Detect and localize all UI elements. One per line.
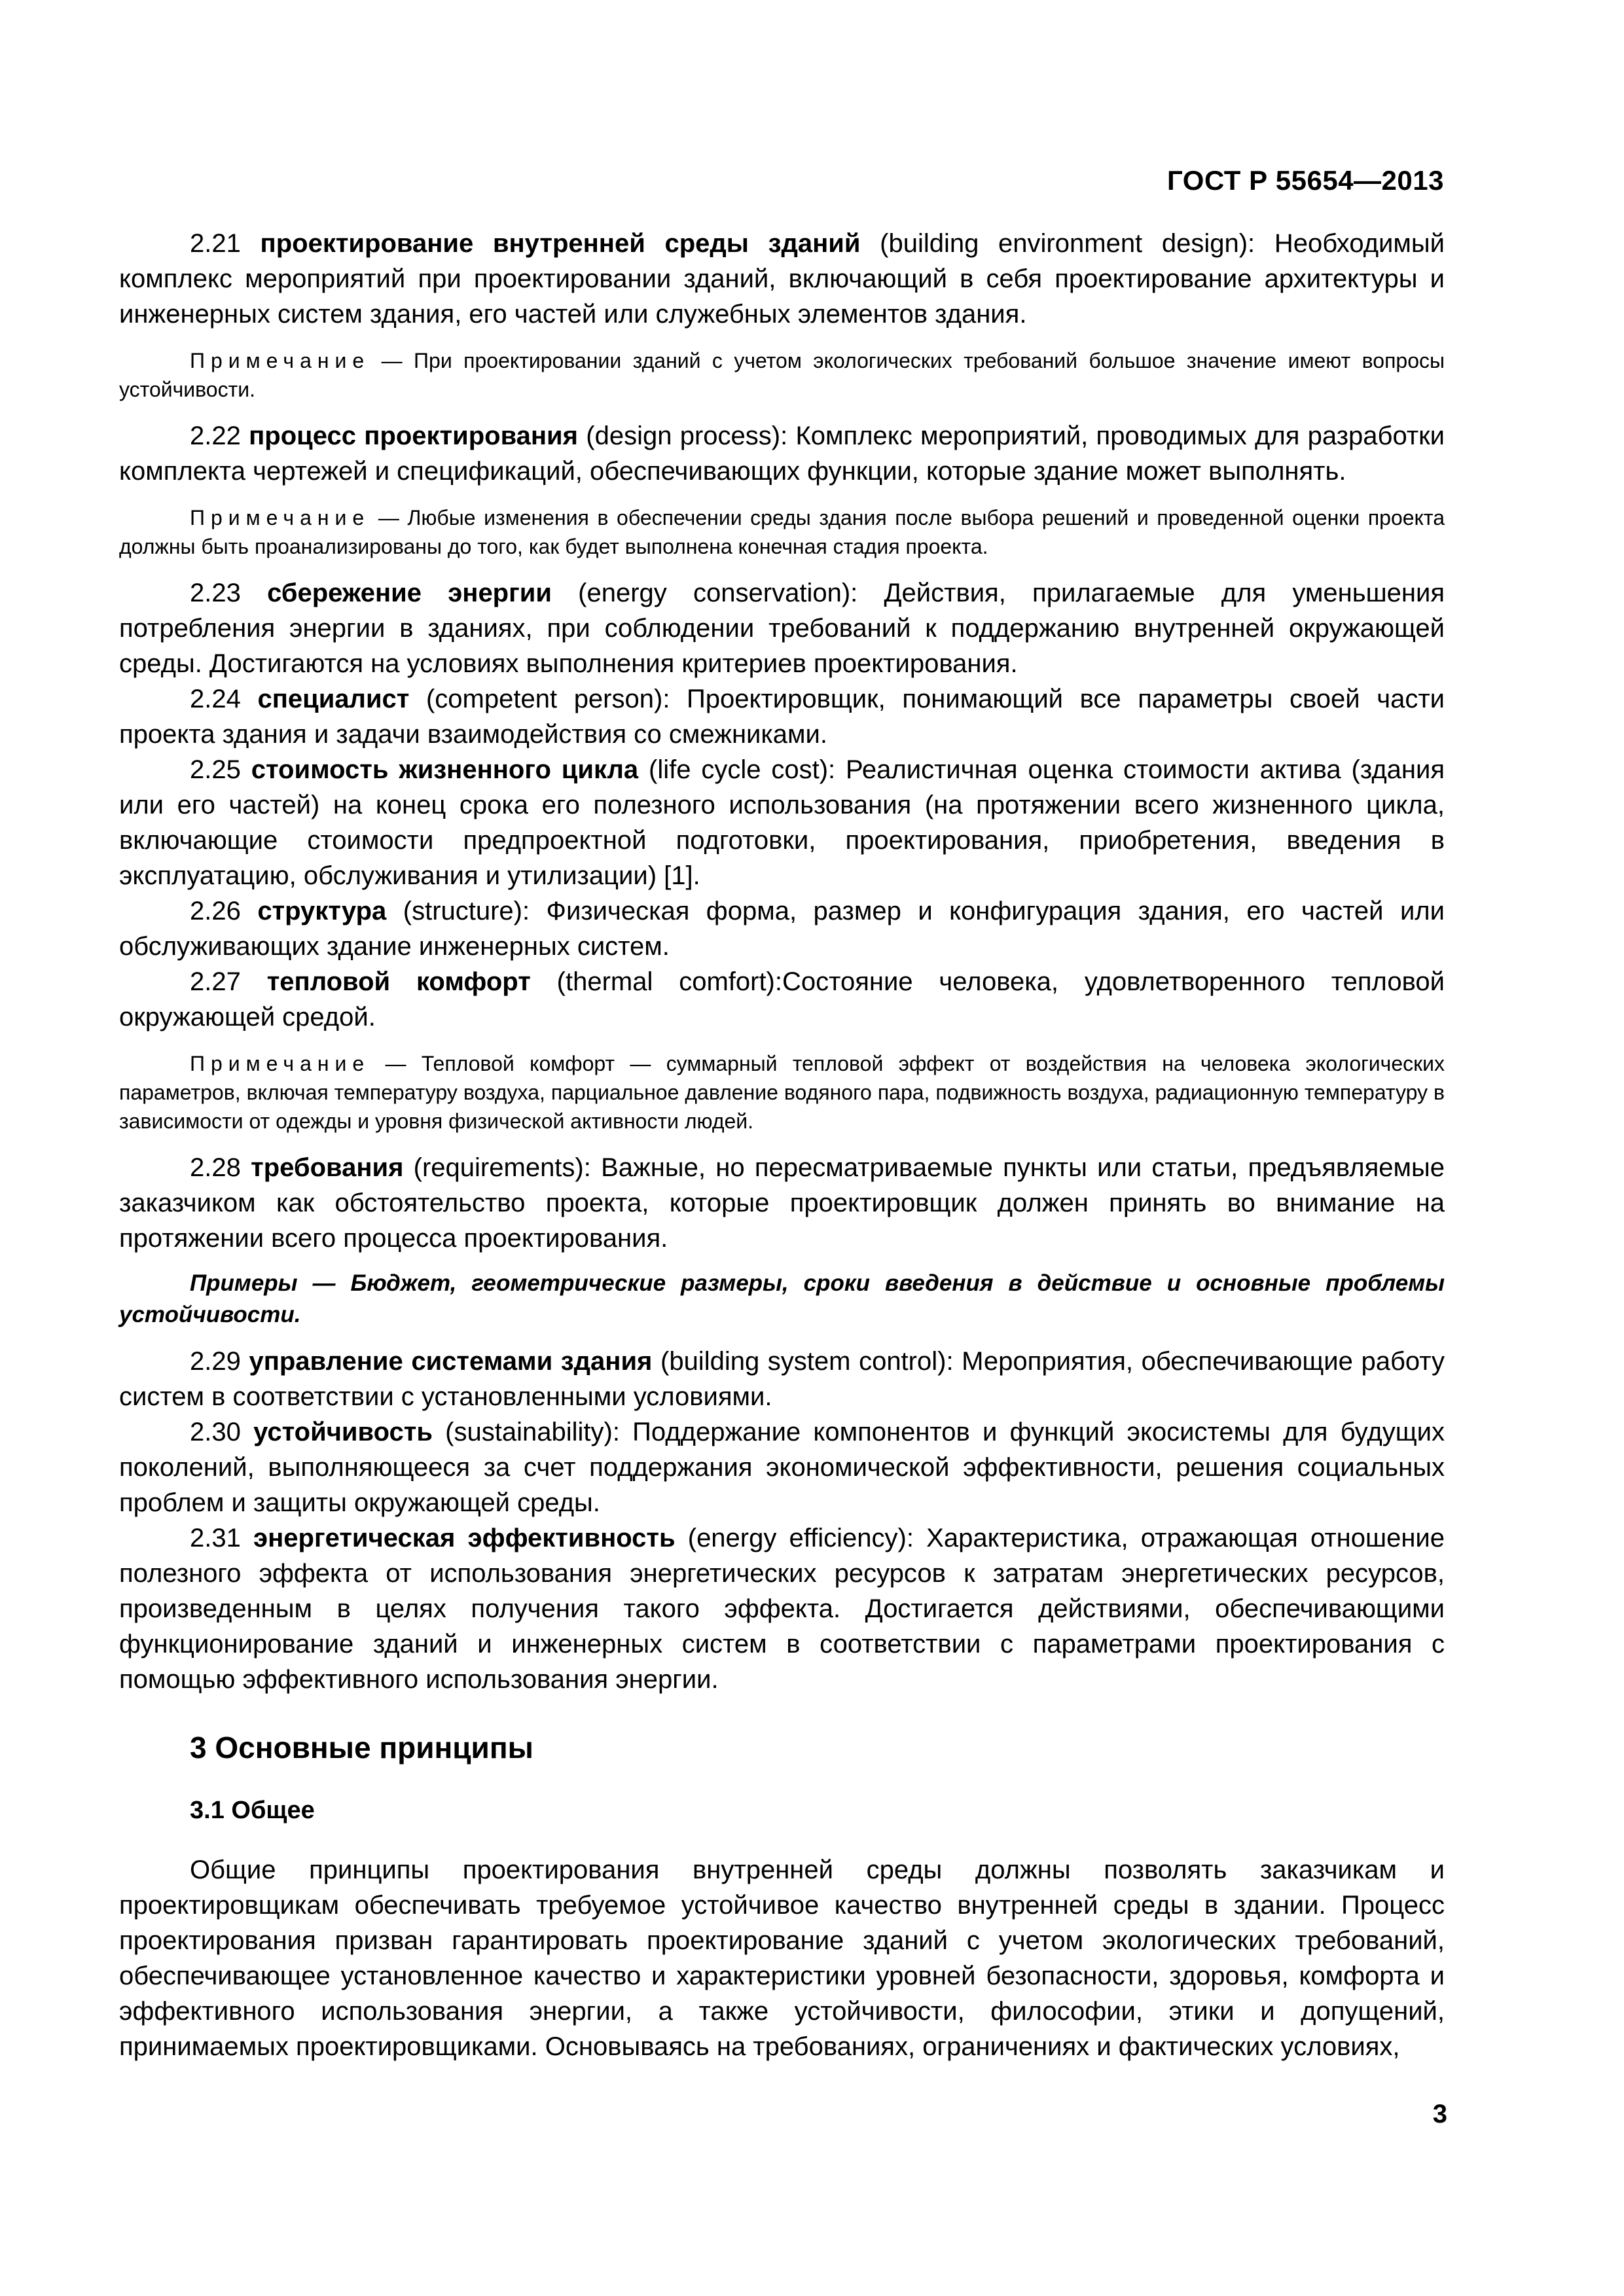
term-title: требования [251, 1153, 404, 1182]
term-title: структура [257, 897, 387, 925]
term-2-28: 2.28 требования (requirements): Важные, но пересматриваемые пункты или статьи, предъявляемые заказчиком как обстоятельство проекта, которые проектировщик должен принять во внимание на протяжении всего процесса проектирования. [119, 1153, 1445, 1253]
section-heading: 3 Основные принципы [190, 1731, 533, 1765]
term-2-21: 2.21 проектирование внутренней среды зданий (building environment design): Необходимый комплекс мероприятий при проектировании зданий, включающий в себя проектирование архитектуры и инженерных систем здания, его частей или служебных элементов здания. [119, 229, 1445, 329]
term-title: проектирование внутренней среды зданий [260, 229, 861, 258]
term-2-30: 2.30 устойчивость (sustainability): Поддержание компонентов и функций экосистемы для будущих поколений, выполняющееся за счет поддержания экономической эффективности, решения социальных проблем и защиты окружающей среды. [119, 1418, 1445, 1517]
term-2-26: 2.26 структура (structure): Физическая форма, размер и конфигурация здания, его частей или обслуживающих здание инженерных систем. [119, 897, 1445, 961]
note: Примечание — При проектировании зданий с учетом экологических требований большое значение имеют вопросы устойчивости. [119, 349, 1445, 401]
term-2-29: 2.29 управление системами здания (building system control): Мероприятия, обеспечивающие работу систем в соответствии с установленными условиями. [119, 1347, 1445, 1411]
term-title: энергетическая эффективность [253, 1524, 676, 1552]
note: Примечание — Любые изменения в обеспечении среды здания после выбора решений и проведенной оценки проекта должны быть проанализированы до того, как будет выполнена конечная стадия проекта. [119, 506, 1445, 558]
document-header: ГОСТ Р 55654—2013 [1167, 165, 1444, 196]
section-paragraph: Общие принципы проектирования внутренней среды должны позволять заказчикам и проектировщикам обеспечивать требуемое устойчивое качество внутренней среды в здании. Процесс проектирования призван гарантировать проектирование зданий с учетом экологических требований, обеспечивающее установленное качество и характеристики уровней безопасности, здоровья, комфорта и эффективного использования энергии, а также устойчивости, философии, этики и допущений, принимаемых проектировщиками. Основываясь на требованиях, ограничениях и фактических условиях, [119, 1856, 1445, 2061]
term-title: сбережение энергии [267, 579, 552, 607]
examples: Примеры — Бюджет, геометрические размеры, сроки введения в действие и основные проблемы устойчивости. [119, 1270, 1445, 1327]
term-title: процесс проектирования [249, 422, 578, 450]
term-title: специалист [257, 685, 410, 713]
page-number: 3 [1432, 2100, 1447, 2128]
term-title: стоимость жизненного цикла [251, 755, 639, 784]
term-2-23: 2.23 сбережение энергии (energy conservation): Действия, прилагаемые для уменьшения потребления энергии в зданиях, при соблюдении требований к поддержанию внутренней окружающей среды. Достигаются на условиях выполнения критериев проектирования. [119, 579, 1445, 678]
term-2-31: 2.31 энергетическая эффективность (energy efficiency): Характеристика, отражающая отношение полезного эффекта от использования энергетических ресурсов к затратам энергетических ресурсов, произведенным в целях получения такого эффекта. Достигается действиями, обеспечивающими функционирование зданий и инженерных систем в соответствии с параметрами проектирования с помощью эффективного использования энергии. [119, 1524, 1445, 1694]
term-title: устойчивость [253, 1418, 433, 1446]
note: Примечание — Тепловой комфорт — суммарный тепловой эффект от воздействия на человека экологических параметров, включая температуру воздуха, парциальное давление водяного пара, подвижность воздуха, радиационную температуру в зависимости от одежды и уровня физической активности людей. [119, 1052, 1445, 1133]
term-2-22: 2.22 процесс проектирования (design process): Комплекс мероприятий, проводимых для разработки комплекта чертежей и спецификаций, обеспечивающих функции, которые здание может выполнять. [119, 422, 1445, 486]
term-2-27: 2.27 тепловой комфорт (thermal comfort):Состояние человека, удовлетворенного тепловой окружающей средой. [119, 967, 1445, 1031]
term-2-24: 2.24 специалист (competent person): Проектировщик, понимающий все параметры своей части проекта здания и задачи взаимодействия со смежниками. [119, 685, 1445, 749]
term-title: тепловой комфорт [266, 967, 531, 996]
page-content [119, 226, 1445, 2064]
subsection-heading: 3.1 Общее [190, 1797, 315, 1824]
term-title: управление системами здания [249, 1347, 653, 1376]
term-2-25: 2.25 стоимость жизненного цикла (life cycle cost): Реалистичная оценка стоимости актива (здания или его частей) на конец срока его полезного использования (на протяжении всего жизненного цикла, включающие стоимости предпроектной подготовки, проектирования, приобретения, введения в эксплуатацию, обслуживания и утилизации) [1]. [119, 755, 1445, 890]
